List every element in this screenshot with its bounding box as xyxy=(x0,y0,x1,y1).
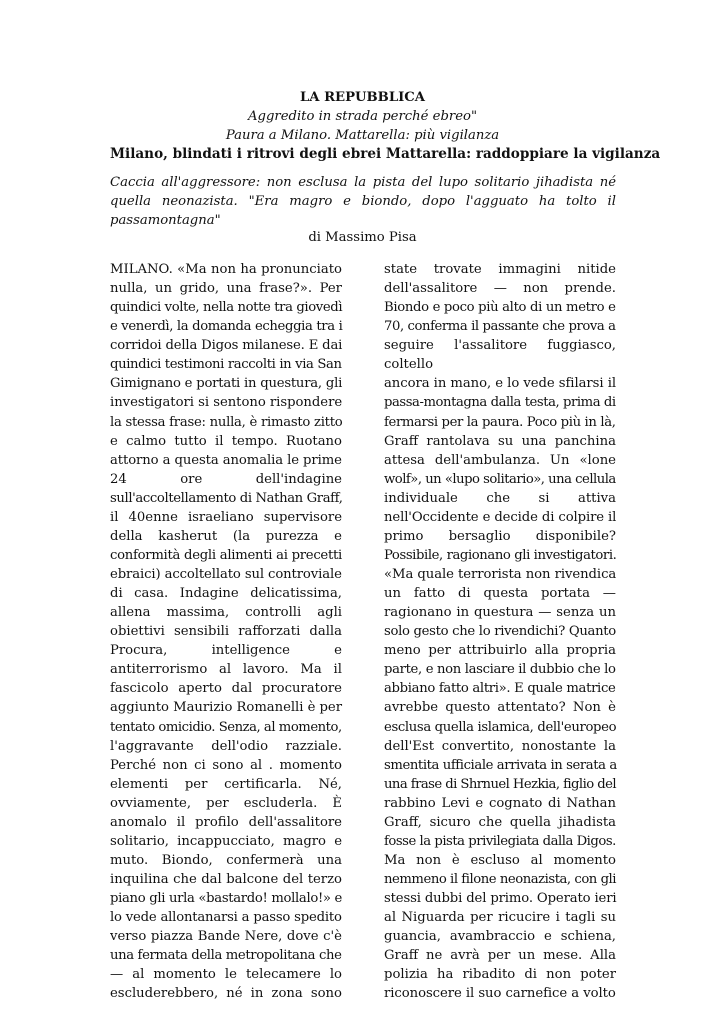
text-line: rabbino Levi e cognato di Nathan xyxy=(384,795,616,811)
text-line: abbiano fatto altri». E quale matrice xyxy=(384,681,616,697)
text-line: nell'Occidente e decide di colpire il xyxy=(384,509,617,525)
headline: Milano, blindati i ritrovi degli ebrei Mattarella: raddoppiare la vigilanza xyxy=(110,146,661,162)
text-line: seguire l'assalitore fuggiasco, xyxy=(384,338,616,354)
text-line: e calmo tutto il tempo. Ruotano xyxy=(110,433,342,449)
text-line: di casa. Indagine delicatissima, xyxy=(110,586,342,602)
body-column-right xyxy=(384,260,616,1003)
text-line: investigatori si sentono rispondere xyxy=(110,395,343,411)
text-line: Gimignano e portati in questura, gli xyxy=(110,376,343,392)
text-line: verso piazza Bande Nere, dove c'è xyxy=(110,929,342,945)
text-line: coltello xyxy=(384,357,434,373)
text-line: la stessa frase: nulla, è rimasto zitto xyxy=(110,414,343,430)
text-line: polizia ha ribadito di non poter xyxy=(384,967,616,983)
text-line: dell'assalitore — non prende. xyxy=(384,281,616,297)
text-line: ebraici) accoltellato sul controviale xyxy=(110,567,342,582)
byline: di Massimo Pisa xyxy=(308,230,417,245)
text-line: muto. Biondo, confermerà una xyxy=(110,852,342,868)
text-line: solitario, incappucciato, magro e xyxy=(110,833,342,849)
text-line: obiettivi sensibili rafforzati dalla xyxy=(110,624,342,640)
text-line: stessi dubbi del primo. Operato ieri xyxy=(384,891,617,907)
text-line: Biondo e poco più alto di un metro e xyxy=(384,300,616,316)
text-line: solo gesto che lo rivendichi? Quanto xyxy=(384,624,616,640)
text-line: corridoi della Digos milanese. E dai xyxy=(110,338,343,354)
kicker-line-1: Aggredito in strada perché ebreo" xyxy=(247,109,478,124)
text-line: fermarsi per la paura. Poco più in là, xyxy=(384,414,616,430)
text-line: ovviamente, per escluderla. È xyxy=(110,795,342,811)
text-line: e venerdì, la domanda echeggia tra i xyxy=(110,319,343,335)
text-line: esclusa quella islamica, dell'europeo xyxy=(384,719,617,735)
text-line: wolf», un «lupo solitario», una cellula xyxy=(384,471,616,487)
text-line: nemmeno il filone neonazista, con gli xyxy=(384,872,617,887)
text-line: Possibile, ragionano gli investigatori. xyxy=(384,547,617,563)
text-line: riconoscere il suo carnefice a volto xyxy=(384,986,616,1002)
text-line: passa-montagna dalla testa, prima di xyxy=(384,395,616,411)
text-line: Graff ne avrà per un mese. Alla xyxy=(384,948,616,964)
text-line: individuale che si attiva xyxy=(384,490,616,506)
deck-subtitle: Caccia all'aggressore: non esclusa la pista del lupo solitario jihadista né quella neonazista. "Era magro e biondo, dopo l'agguato ha tolto il passamontagna" xyxy=(110,175,616,228)
text-line: meno per attribuirlo alla propria xyxy=(384,643,616,659)
text-line: l'aggravante dell'odio razziale. xyxy=(110,738,342,754)
text-line: sull'accoltellamento di Nathan Graff, xyxy=(110,490,343,506)
text-line: al Niguarda per ricucire i tagli su xyxy=(384,910,616,926)
text-line: aggiunto Maurizio Romanelli è per xyxy=(110,700,342,716)
text-line: Graff, sicuro che quella jihadista xyxy=(384,814,616,830)
text-line: una fermata della metropolitana che xyxy=(110,948,342,964)
kicker-line-2: Paura a Milano. Mattarella: più vigilanza xyxy=(225,128,500,143)
text-line: piano gli urla «bastardo! mollalo!» e xyxy=(110,891,343,907)
masthead: LA REPUBBLICA xyxy=(300,90,425,105)
text-line: attorno a questa anomalia le prime xyxy=(110,452,342,468)
text-line: 70, conferma il passante che prova a xyxy=(384,319,616,335)
text-line: inquilina che dal balcone del terzo xyxy=(110,872,342,887)
text-line: quindici testimoni raccolti in via San xyxy=(110,357,342,373)
text-line: Procura, intelligence e xyxy=(110,643,342,659)
text-line: fosse la pista privilegiata dalla Digos. xyxy=(384,833,616,849)
text-line: parte, e non lasciare il dubbio che lo xyxy=(384,662,616,678)
text-line: quindici volte, nella notte tra giovedì xyxy=(110,300,343,316)
text-line: il 40enne israeliano supervisore xyxy=(110,509,342,525)
text-line: fascicolo aperto dal procuratore xyxy=(110,681,342,697)
text-line: allena massima, controlli agli xyxy=(110,605,342,621)
text-line: attesa dell'ambulanza. Un «lone xyxy=(384,452,616,468)
article-header xyxy=(110,88,661,164)
text-line: smentita ufficiale arrivata in serata a xyxy=(384,757,617,773)
text-line: della kasherut (la purezza e xyxy=(110,528,342,544)
text-line: antiterrorismo al lavoro. Ma il xyxy=(110,662,342,678)
text-line: un fatto di questa portata — xyxy=(384,586,616,602)
text-line: — al momento le telecamere lo xyxy=(110,967,342,983)
text-line: anomalo il profilo dell'assalitore xyxy=(110,814,342,830)
text-line: Perché non ci sono al . momento xyxy=(110,757,342,773)
text-line: MILANO. «Ma non ha pronunciato xyxy=(110,262,342,277)
text-line: avrebbe questo attentato? Non è xyxy=(384,700,616,716)
text-line: lo vede allontanarsi a passo spedito xyxy=(110,910,342,926)
text-line: «Ma quale terrorista non rivendica xyxy=(384,567,617,582)
text-line: una frase di Shrnuel Hezkia, figlio del xyxy=(384,776,617,792)
text-line: ancora in mano, e lo vede sfilarsi il xyxy=(384,376,617,392)
text-line: guancia, avambraccio e schiena, xyxy=(384,929,616,945)
text-line: primo bersaglio disponibile? xyxy=(384,528,616,544)
text-line: conformità degli alimenti ai precetti xyxy=(110,547,342,563)
text-line: state trovate immagini nitide xyxy=(384,262,616,277)
text-line: Graff rantolava su una panchina xyxy=(384,433,616,449)
text-line: escluderebbero, né in zona sono xyxy=(110,986,342,1002)
text-line: tentato omicidio. Senza, al momento, xyxy=(110,719,342,735)
text-line: 24 ore dell'indagine xyxy=(110,471,342,487)
text-line: elementi per certificarla. Né, xyxy=(110,776,342,792)
body-column-left xyxy=(110,260,342,1003)
text-line: nulla, un grido, una frase?». Per xyxy=(110,281,342,297)
text-line: dell'Est convertito, nonostante la xyxy=(384,738,616,754)
text-line: ragionano in questura — senza un xyxy=(384,605,616,621)
text-line: Ma non è escluso al momento xyxy=(384,852,616,868)
